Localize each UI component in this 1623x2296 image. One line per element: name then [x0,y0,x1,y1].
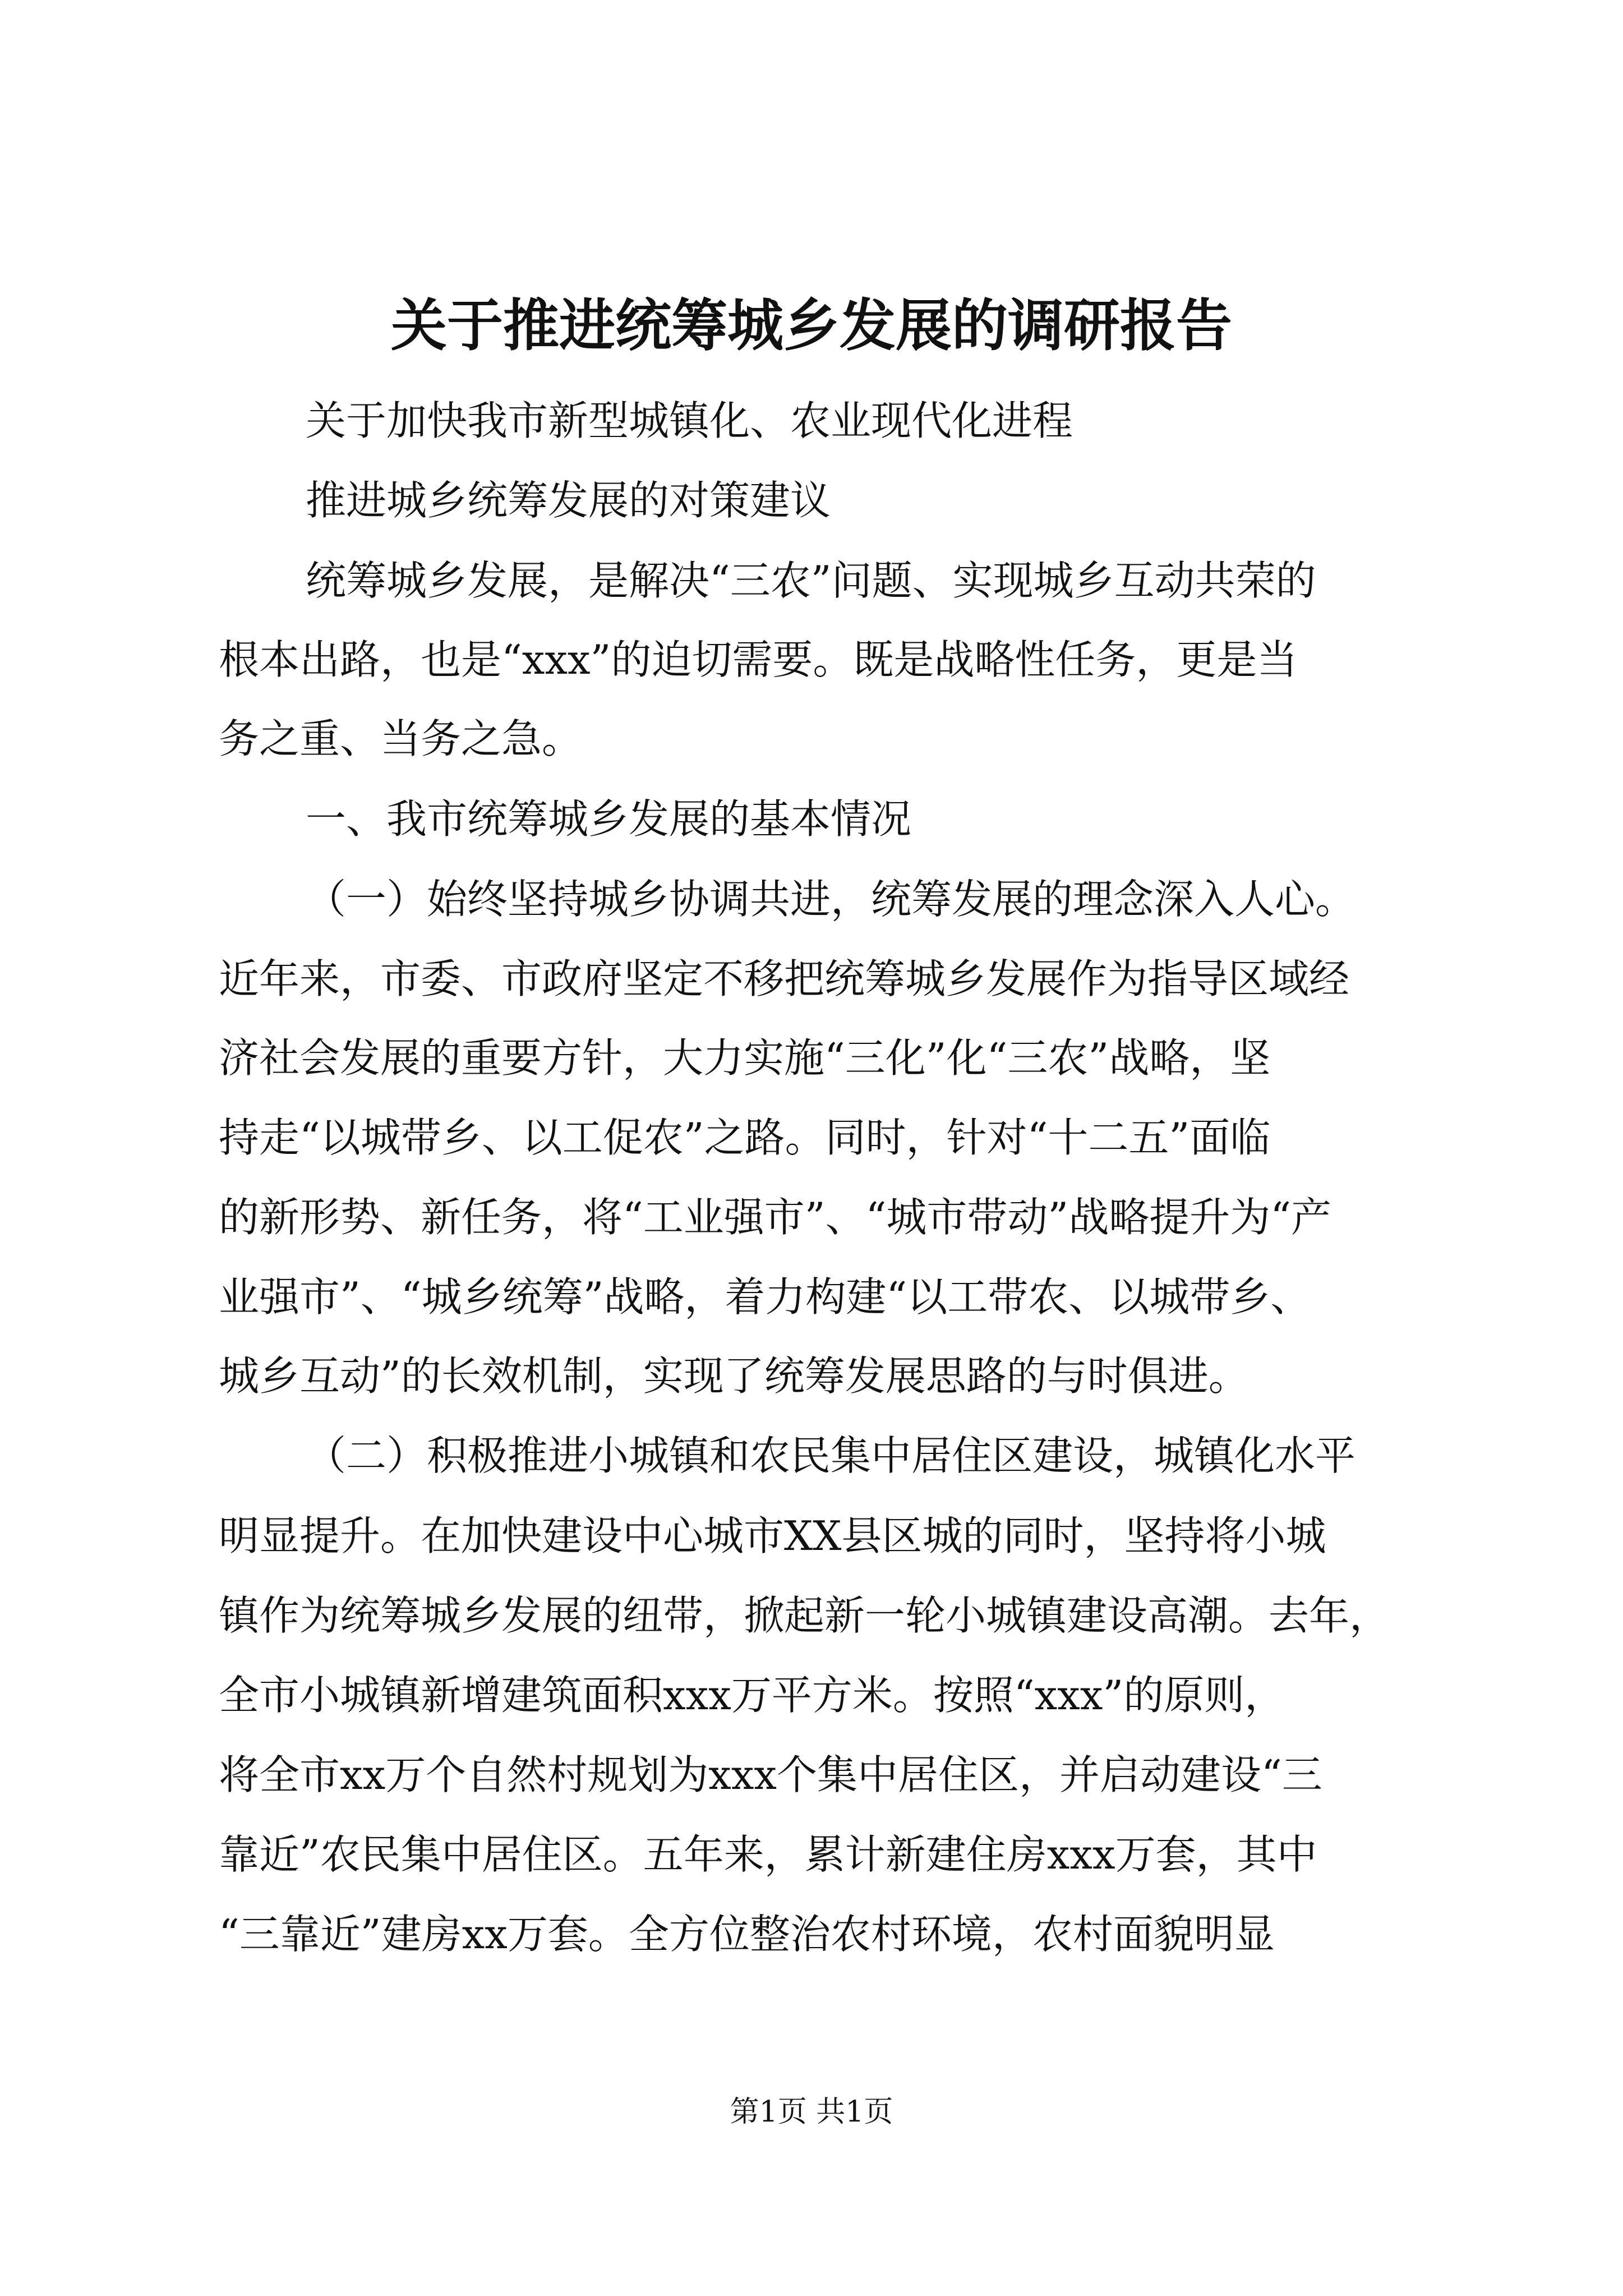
paragraph-line: 持走“以城带乡、以工促农”之路。同时，针对“十二五”面临 [219,1114,1271,1161]
paragraph-line: 明显提升。在加快建设中心城市XX县区城的同时，坚持将小城 [219,1512,1326,1559]
paragraph-line: 镇作为统筹城乡发展的纽带，掀起新一轮小城镇建设高潮。去年， [219,1592,1390,1639]
paragraph-line: 全市小城镇新增建筑面积xxx万平方米。按照“xxx”的原则， [219,1672,1285,1719]
paragraph-line: “三靠近”建房xx万套。全方位整治农村环境，农村面貌明显 [219,1911,1275,1958]
document-title: 关于推进统筹城乡发展的调研报告 [391,292,1232,358]
page-footer: 第1页 共1页 [730,2095,893,2129]
paragraph-line: 统筹城乡发展，是解决“三农”问题、实现城乡互动共荣的 [306,557,1316,604]
paragraph-line: 城乡互动”的长效机制，实现了统筹发展思路的与时俱进。 [219,1352,1249,1400]
paragraph-line: 的新形势、新任务，将“工业强市”、“城市带动”战略提升为“产 [219,1194,1332,1241]
paragraph-line: 近年来，市委、市政府坚定不移把统筹城乡发展作为指导区域经 [219,955,1350,1002]
paragraph-line: （一）始终坚持城乡协调共进，统筹发展的理念深入人心。 [306,876,1356,923]
paragraph-line: 济社会发展的重要方针，大力实施“三化”化“三农”战略，坚 [219,1034,1271,1082]
section-heading: 一、我市统筹城乡发展的基本情况 [306,795,912,843]
subtitle-line-2: 推进城乡统筹发展的对策建议 [306,477,831,524]
subtitle-line-1: 关于加快我市新型城镇化、农业现代化进程 [306,397,1073,444]
paragraph-line: （二）积极推进小城镇和农民集中居住区建设，城镇化水平 [306,1432,1356,1479]
paragraph-line: 业强市”、“城乡统筹”战略，着力构建“以工带农、以城带乡、 [219,1273,1311,1320]
paragraph-line: 靠近”农民集中居住区。五年来，累计新建住房xxx万套，其中 [219,1831,1317,1878]
paragraph-line: 根本出路，也是“xxx”的迫切需要。既是战略性任务，更是当 [219,636,1298,683]
paragraph-line: 将全市xx万个自然村规划为xxx个集中居住区，并启动建设“三 [219,1751,1322,1798]
paragraph-line: 务之重、当务之急。 [219,715,583,762]
